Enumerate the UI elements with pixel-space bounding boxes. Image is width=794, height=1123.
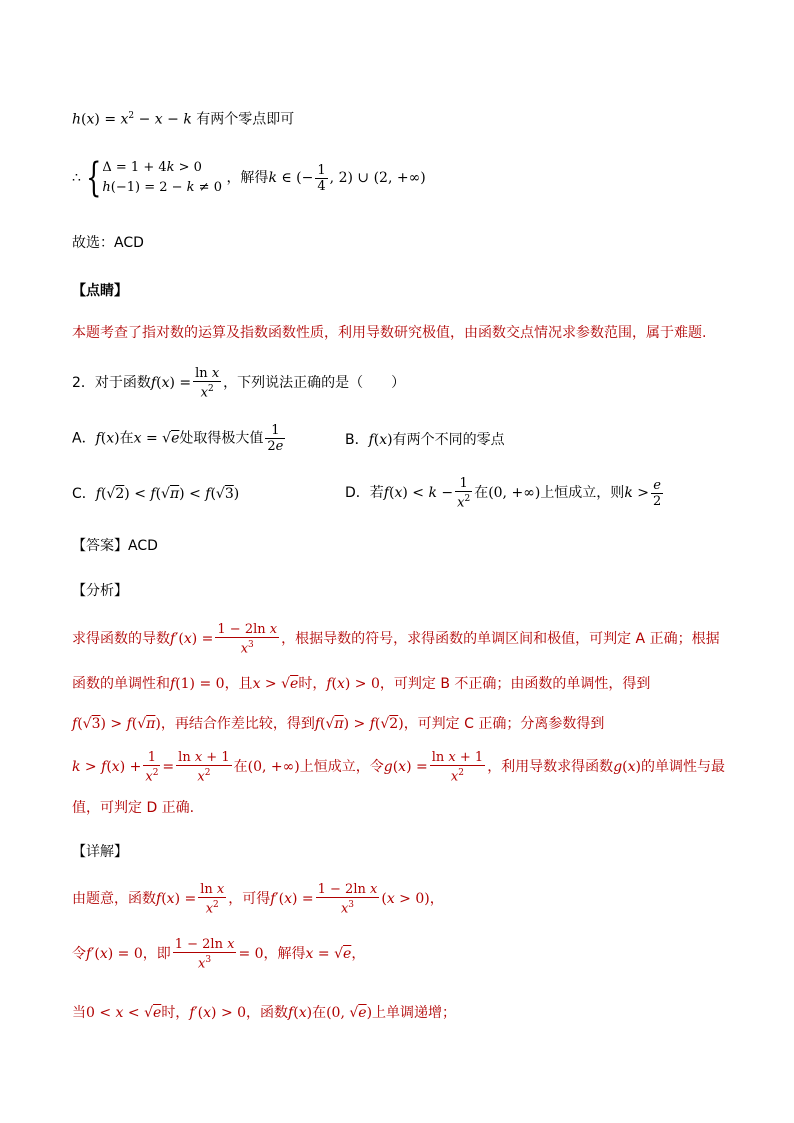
- analysis-4d: 的单调性与最: [641, 759, 725, 776]
- analysis-line-3: f(√3) > f(√π)，再结合作差比较，得到f(√π) > f(√2)，可判定 C 正确；分离参数得到: [72, 716, 605, 732]
- detail-line-1: 由题意，函数f(x) = $\frac{\text{ln x}}{x^2}$ ，可得f′(x) = $\frac{\text{1 − 2ln x}}{x^3}$ (x > 0)，: [72, 882, 444, 917]
- option-b-tail: 有两个不同的零点: [392, 432, 505, 448]
- option-d-label: D．若: [345, 485, 384, 502]
- analysis-2b: ，且: [224, 676, 253, 692]
- option-d-mid: 在: [474, 485, 489, 502]
- detail-heading: 【详解】: [72, 844, 128, 860]
- detail-3e: 上单调递增；: [372, 1005, 457, 1021]
- system-text: ，解得: [226, 170, 269, 186]
- detail-3a: 当: [72, 1005, 86, 1021]
- h-function-line: $h(x) = x^2 - x - k$ 有两个零点即可: [72, 111, 295, 128]
- detail-3c: ，函数: [246, 1005, 289, 1021]
- detail-3b: 时，: [161, 1005, 190, 1021]
- analysis-line-4: k > f(x) + $\frac{1}{x^2}$ = $\frac{\text{ln x + 1}}{x^2}$ 在(0, +∞)上恒成立，令g(x) = $\frac{\text{ln x + 1}}{x^2}$ ，利用导数求得函数g(x)的单调性与最: [72, 750, 725, 785]
- analysis-2c: 时，: [298, 676, 327, 692]
- analysis-1a: 求得函数的导数: [72, 631, 170, 648]
- analysis-3b: ，可判定 C 正确；分离参数得到: [403, 716, 605, 732]
- detail-1c: ，: [429, 891, 444, 908]
- q2-suffix: ，下列说法正确的是（ ）: [223, 375, 406, 392]
- option-d-tail: 上恒成立，则: [540, 485, 625, 502]
- analysis-4a: 在: [233, 759, 248, 776]
- analysis-2a: 函数的单调性和: [72, 676, 170, 692]
- q2-prefix: 2．对于函数: [72, 375, 151, 392]
- option-c: C．f(√2) < f(√π) < f(√3): [72, 486, 240, 502]
- option-d: D．若f(x) < k − $\frac{1}{x^2}$ 在(0, +∞)上恒成立，则k > $\frac{e}{2}$: [345, 476, 662, 511]
- option-b-label: B．: [345, 432, 369, 448]
- detail-2c: ，解得: [263, 946, 306, 963]
- choose-line: 故选：ACD: [72, 235, 144, 251]
- option-a-label: A．: [72, 430, 96, 447]
- detail-2d: ，: [351, 946, 366, 963]
- detail-1b: ，可得: [228, 891, 271, 908]
- analysis-1b: ，根据导数的符号，求得函数的单调区间和极值，可判定 A 正确；根据: [281, 631, 720, 648]
- h-line-text: 有两个零点即可: [196, 111, 295, 128]
- analysis-4b: 上恒成立，令: [299, 759, 384, 776]
- detail-2b: ，即: [142, 946, 171, 963]
- detail-2a: 令: [72, 946, 86, 963]
- detail-3d: 在: [312, 1005, 327, 1021]
- analysis-heading: 【分析】: [72, 583, 128, 599]
- option-a: A．f(x)在x = √e处取得极大值 $\frac{1}{2e}$: [72, 423, 284, 454]
- analysis-line-2: 函数的单调性和f(1) = 0，且x > √e时，f(x) > 0，可判定 B 不正确；由函数的单调性，得到: [72, 676, 651, 692]
- analysis-4c: ，利用导数求得函数: [487, 759, 614, 776]
- answer-line: 【答案】ACD: [72, 538, 158, 554]
- dianjing-heading: 【点睛】: [72, 283, 128, 299]
- system-line: ∴ { Δ = 1 + 4k > 0 h(−1) = 2 − k ≠ 0 ，解得k ∈ (− $\frac{1}{4}$ , 2) ∪ (2, +∞): [72, 155, 426, 201]
- option-c-label: C．: [72, 486, 96, 502]
- detail-line-3: 当0 < x < √e时，f′(x) > 0，函数f(x)在(0, √e)上单调递增；: [72, 1005, 457, 1021]
- analysis-3a: ，再结合作差比较，得到: [160, 716, 315, 732]
- question-2: 2．对于函数f(x) = $\frac{\text{ln x}}{x^2}$ ，下列说法正确的是（ ）: [72, 366, 406, 401]
- detail-line-2: 令f′(x) = 0，即 $\frac{\text{1 − 2ln x}}{x^3}$ = 0，解得x = √e，: [72, 937, 366, 972]
- detail-1a: 由题意，函数: [72, 891, 156, 908]
- dianjing-text: 本题考查了指对数的运算及指数函数性质，利用导数研究极值，由函数交点情况求参数范围，属于难题.: [72, 325, 707, 341]
- option-b: B．f(x)有两个不同的零点: [345, 432, 505, 448]
- analysis-2d: ，可判定 B 不正确；由函数的单调性，得到: [379, 676, 651, 692]
- analysis-line-1: 求得函数的导数f′(x) = $\frac{\text{1 − 2ln x}}{x^3}$ ，根据导数的符号，求得函数的单调区间和极值，可判定 A 正确；根据: [72, 622, 720, 657]
- option-a-tail: 处取得极大值: [179, 430, 264, 447]
- option-a-mid: 在: [119, 430, 134, 447]
- analysis-line-5: 值，可判定 D 正确.: [72, 800, 195, 816]
